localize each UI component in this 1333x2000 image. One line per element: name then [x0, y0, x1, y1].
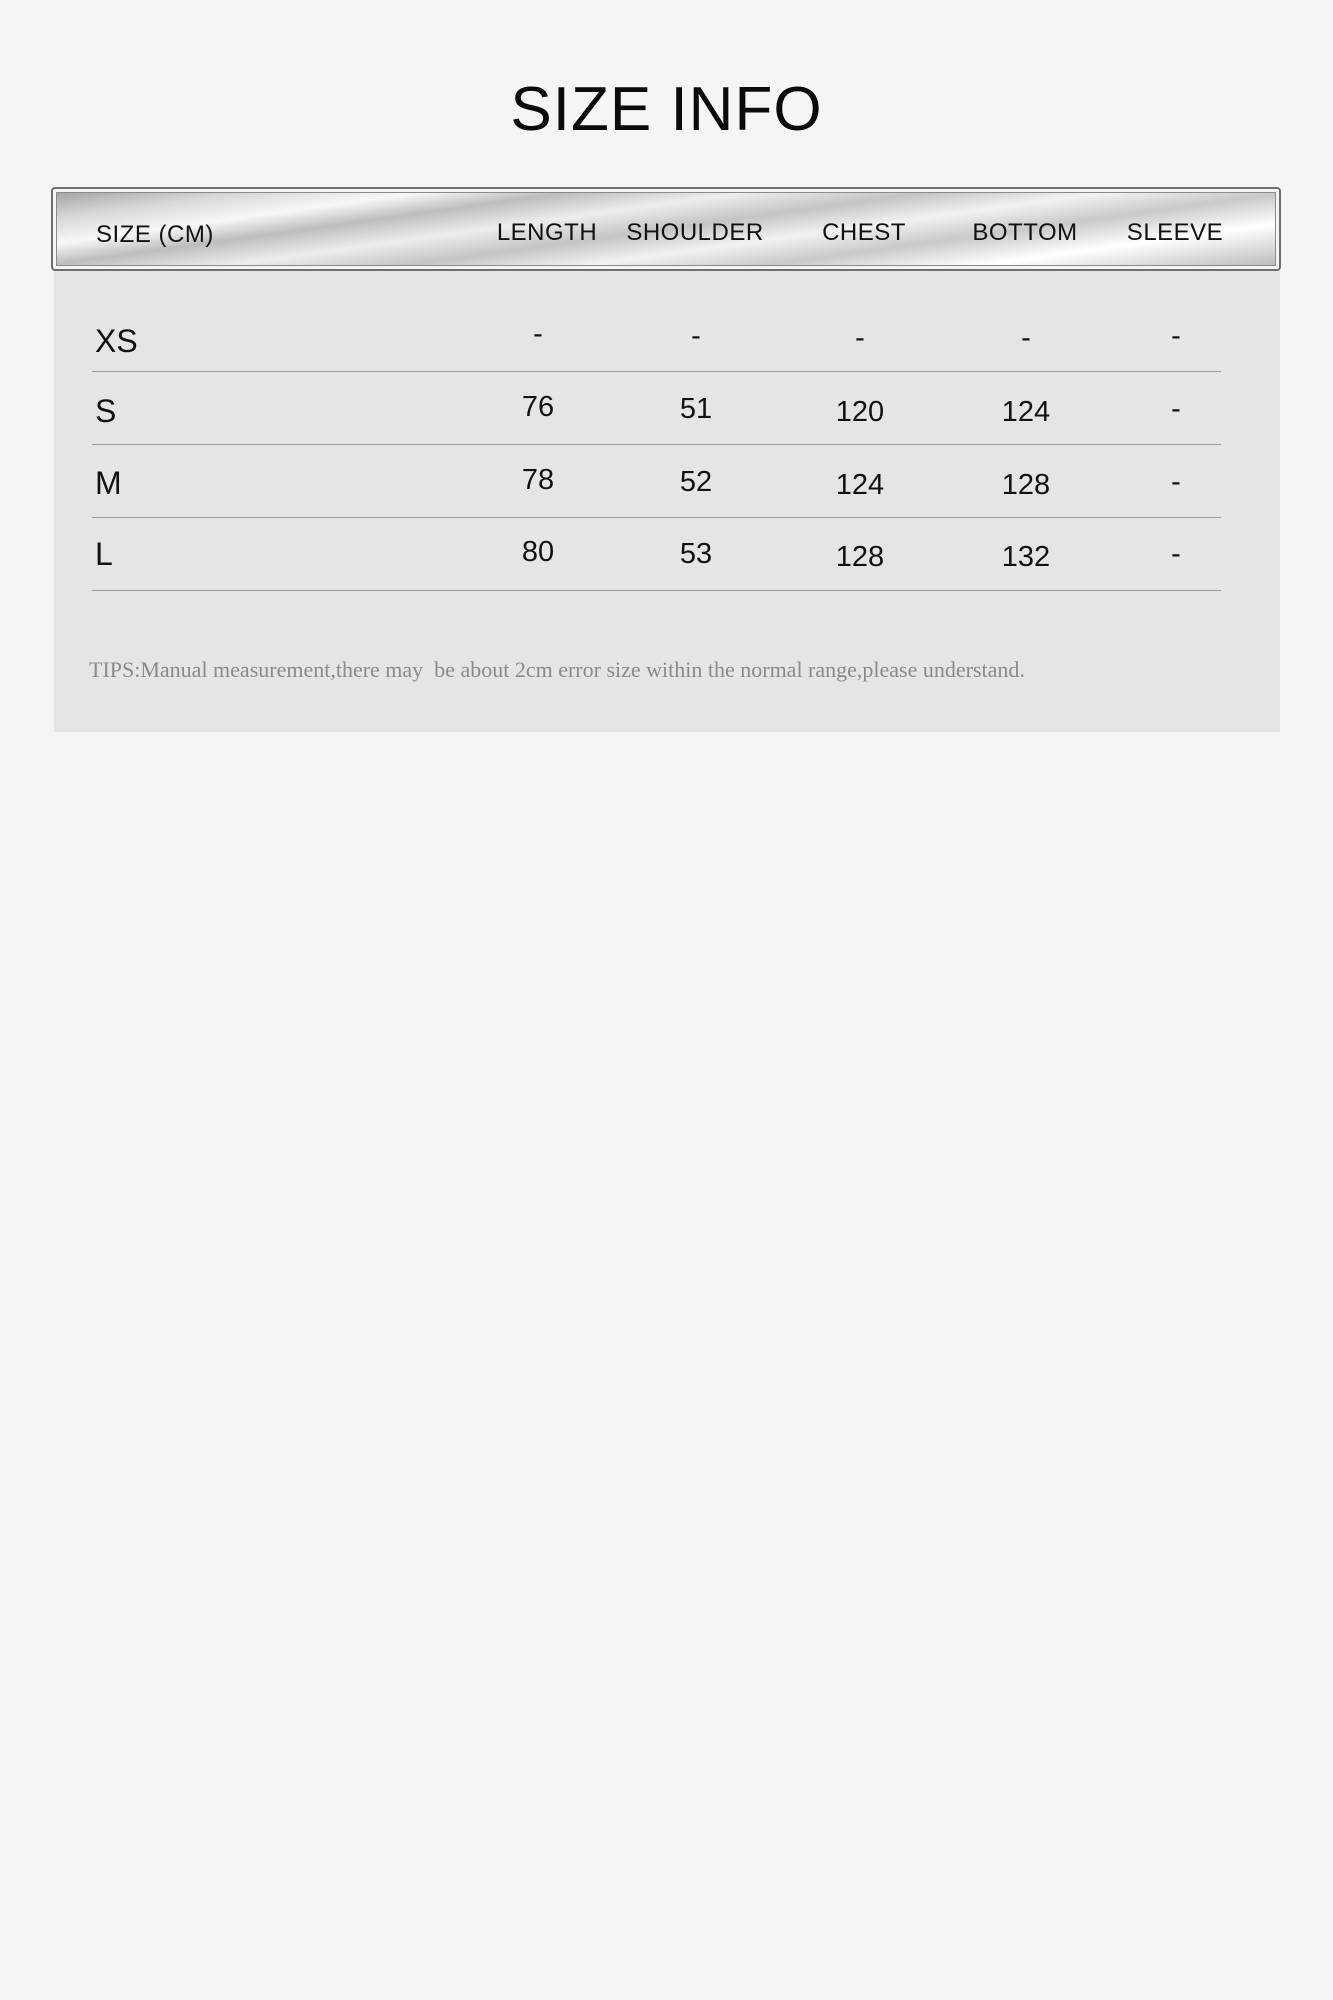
shoulder-value: - — [691, 320, 701, 352]
size-label: S — [95, 393, 117, 429]
sleeve-value: - — [1171, 538, 1181, 570]
page-title: SIZE INFO — [510, 75, 823, 144]
header-bottom: BOTTOM — [972, 219, 1078, 246]
chest-value: 124 — [835, 469, 885, 501]
table-row-l — [92, 518, 1221, 591]
bottom-value: - — [1021, 322, 1031, 354]
length-value: 78 — [521, 464, 555, 496]
table-row-xs — [92, 299, 1221, 372]
length-value: 80 — [521, 536, 555, 568]
header-sleeve: SLEEVE — [1126, 219, 1224, 246]
size-label: M — [95, 465, 122, 501]
measurement-tips: TIPS:Manual measurement,there may be about 2cm error size within the normal range,please understand. — [89, 657, 1025, 682]
length-value: - — [533, 318, 543, 350]
length-value: 76 — [521, 391, 555, 423]
size-label: L — [95, 536, 113, 572]
bottom-value: 132 — [1001, 541, 1051, 573]
chest-value: 128 — [835, 541, 885, 573]
size-table-header — [51, 187, 1281, 271]
header-size: SIZE (CM) — [96, 221, 214, 248]
table-row-m — [92, 445, 1221, 518]
size-label: XS — [95, 323, 138, 359]
shoulder-value: 51 — [679, 393, 713, 425]
shoulder-value: 52 — [679, 466, 713, 498]
sleeve-value: - — [1171, 320, 1181, 352]
header-length: LENGTH — [496, 219, 598, 246]
sleeve-value: - — [1171, 393, 1181, 425]
sleeve-value: - — [1171, 466, 1181, 498]
header-shoulder: SHOULDER — [626, 219, 764, 246]
shoulder-value: 53 — [679, 538, 713, 570]
bottom-value: 124 — [1001, 396, 1051, 428]
bottom-value: 128 — [1001, 469, 1051, 501]
table-row-s — [92, 372, 1221, 445]
header-chest: CHEST — [822, 219, 906, 246]
chest-value: - — [855, 322, 865, 354]
chest-value: 120 — [835, 396, 885, 428]
